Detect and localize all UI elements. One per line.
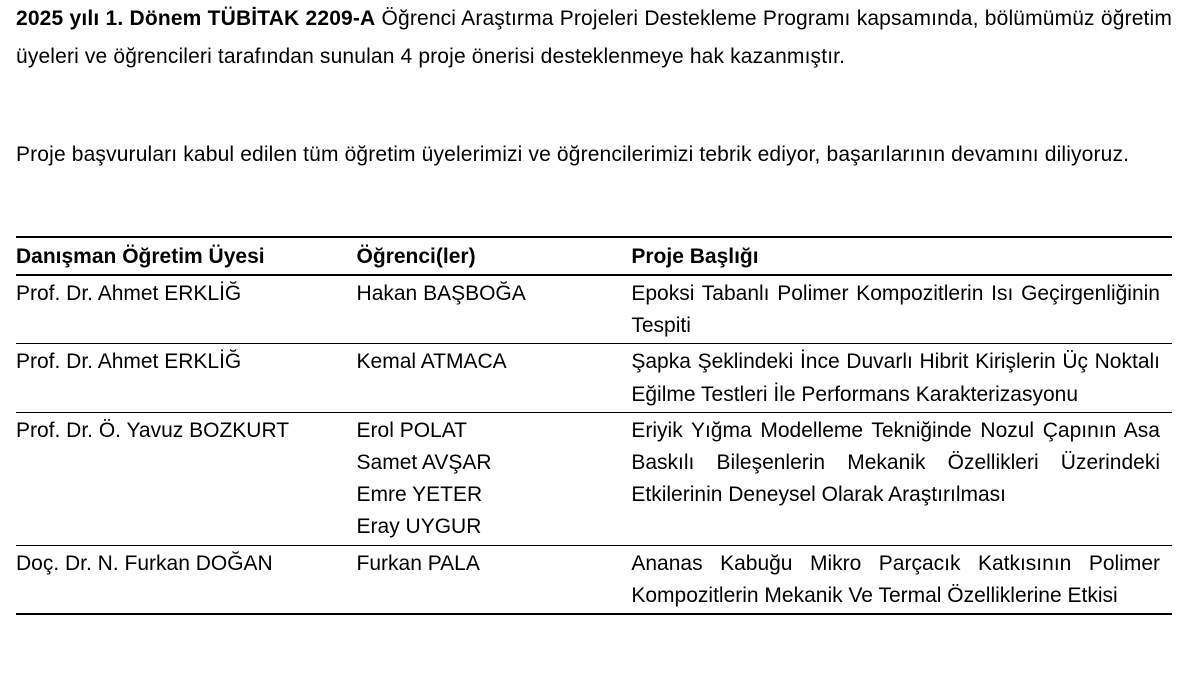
table-row [16, 344, 1172, 412]
projects-table [16, 236, 1172, 615]
table-row [16, 275, 1172, 344]
students-cell [357, 412, 632, 545]
intro-text: Öğrenci Araştırma Projeleri Destekleme Programı kapsamında, bölümümüz öğretim üyeleri ve öğrencileri tarafından sunulan 4 proje önerisi desteklenmeye hak kazanmıştır. [16, 7, 1172, 68]
table-row [16, 412, 1172, 545]
advisor-cell: Prof. Dr. Ahmet ERKLİĞ [16, 282, 242, 305]
student-name: Erol POLAT [356, 418, 468, 442]
project-title-cell: Eriyik Yığma Modelleme Tekniğinde Nozul Çapının Asa Baskılı Bileşenlerin Mekanik Özellikleri Üzerindeki Etkilerinin Deneysel Olarak Araştırılması [631, 418, 1160, 507]
student-name: Hakan BAŞBOĞA [356, 282, 526, 305]
student-name: Eray UYGUR [356, 515, 482, 539]
student-name: Furkan PALA [356, 551, 480, 575]
header-advisor: Danışman Öğretim Üyesi [16, 245, 265, 268]
project-title-cell: Şapka Şeklindeki İnce Duvarlı Hibrit Kirişlerin Üç Noktalı Eğilme Testleri İle Performans Karakterizasyonu [631, 350, 1160, 406]
project-title-cell: Ananas Kabuğu Mikro Parçacık Katkısının Polimer Kompozitlerin Mekanik Ve Termal Özelliklerine Etkisi [631, 551, 1160, 607]
table-row [16, 545, 1172, 614]
advisor-cell: Prof. Dr. Ö. Yavuz BOZKURT [16, 418, 290, 442]
header-project-title: Proje Başlığı [631, 245, 759, 268]
congrats-paragraph: Proje başvuruları kabul edilen tüm öğretim üyelerimizi ve öğrencilerimizi tebrik ediyor, başarılarının devamını diliyoruz. [16, 143, 1130, 166]
intro-paragraph [16, 0, 1172, 76]
students-cell [357, 275, 632, 344]
student-name: Samet AVŞAR [356, 451, 492, 475]
advisor-cell: Prof. Dr. Ahmet ERKLİĞ [16, 350, 242, 374]
student-name: Kemal ATMACA [356, 350, 507, 374]
intro-bold-lead: 2025 yılı 1. Dönem TÜBİTAK 2209-A [16, 7, 376, 30]
students-cell [357, 344, 632, 412]
project-title-cell: Epoksi Tabanlı Polimer Kompozitlerin Isı Geçirgenliğinin Tespiti [631, 282, 1160, 338]
header-students: Öğrenci(ler) [356, 245, 476, 268]
table-header-row [16, 237, 1172, 275]
students-cell [357, 545, 632, 614]
student-name: Emre YETER [356, 483, 483, 507]
advisor-cell: Doç. Dr. N. Furkan DOĞAN [16, 551, 273, 575]
